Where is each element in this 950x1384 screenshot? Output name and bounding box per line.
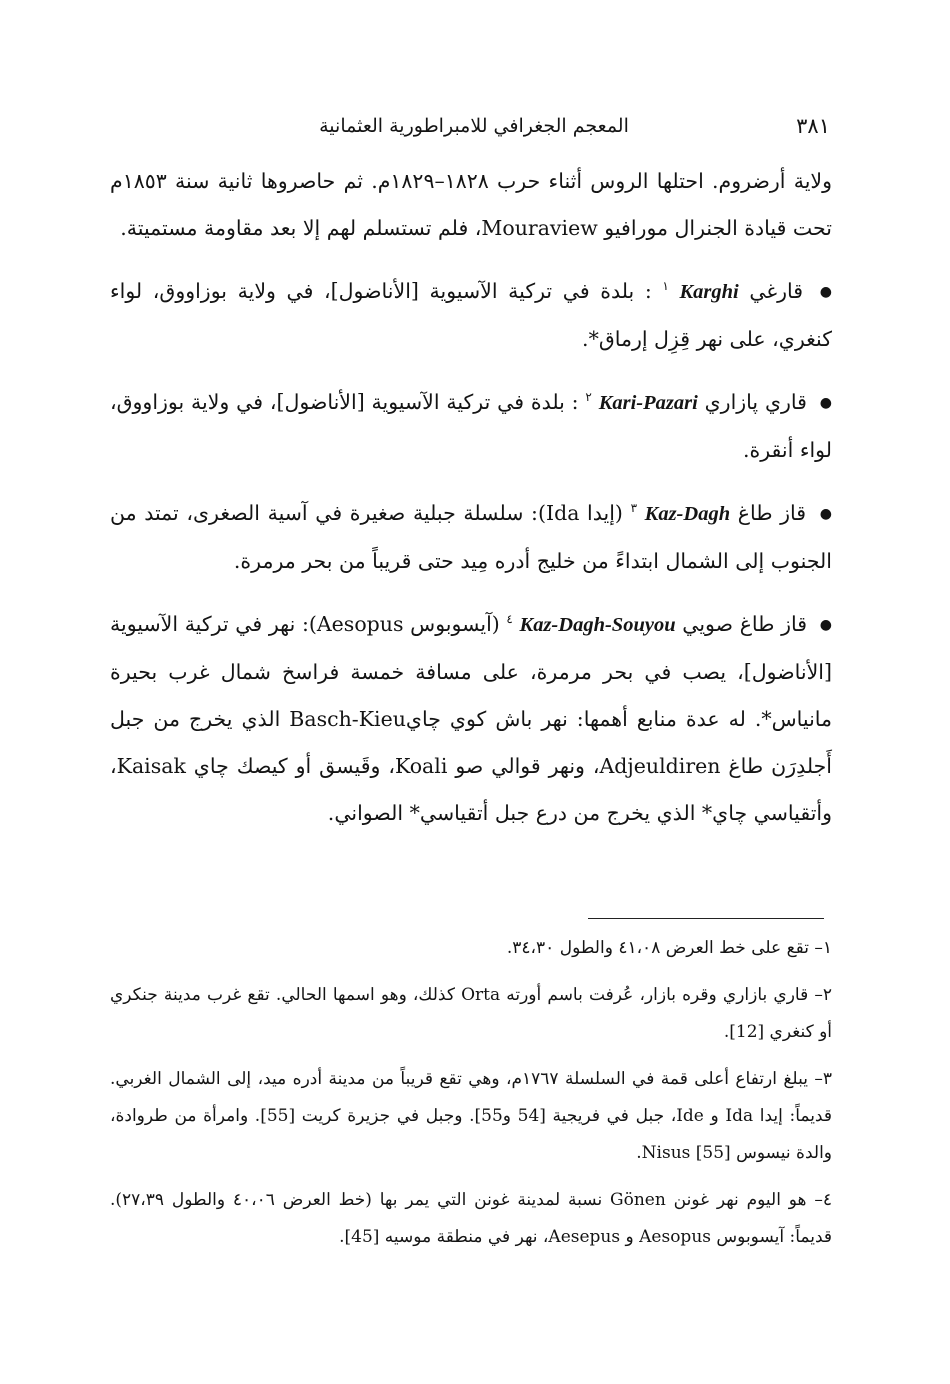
- page-number: ٣٨١: [796, 114, 830, 138]
- entry-latin-name: Karghi: [679, 281, 739, 303]
- entry-paragraph: [110, 379, 832, 474]
- entry-paragraph: [110, 268, 832, 363]
- entry-paragraph: [110, 490, 832, 585]
- footnote: ٢– قاري بازاري وقره بازار، عُرفت باسم أورته Orta كذلك، وهو اسمها الحالي. تقع غرب مدينة جنكري أو كنغري [12].: [110, 985, 832, 1042]
- page-header: [118, 108, 830, 148]
- entry-name: قاز طاغ: [737, 501, 807, 525]
- footnotes: [110, 930, 832, 1266]
- bullet-icon: ●: [819, 617, 832, 633]
- entry-text: : بلدة في تركية الآسيوية [الأناضول]، في ولاية بوزاووق، لواء كنغري، على نهر قِزِل إرماق*.: [110, 279, 832, 351]
- footnote-ref: ٣: [630, 501, 638, 516]
- bullet-icon: ●: [819, 395, 832, 411]
- entry-name: قاز طاغ صويي: [682, 612, 808, 636]
- main-text: [110, 158, 832, 853]
- running-title: المعجم الجغرافي للامبراطورية العثمانية: [319, 115, 629, 137]
- entry-text: : بلدة في تركية الآسيوية [الأناضول]، في ولاية بوزاووق، لواء أنقرة.: [110, 390, 832, 462]
- footnote-divider: [588, 918, 824, 919]
- bullet-icon: ●: [819, 284, 832, 300]
- footnote: ٤– هو اليوم نهر غونن Gönen نسبة لمدينة غونن التي يمر بها (خط العرض ٤٠،٠٦ والطول ٢٧،٣٩). قديماً: آيسوبوس Aesopus و Aesepus، نهر في منطقة موسيه [45].: [110, 1190, 832, 1247]
- footnote-ref: ٤: [506, 612, 513, 627]
- footnote: ٣– يبلغ ارتفاع أعلى قمة في السلسلة ١٧٦٧م، وهي تقع قريباً من مدينة أدره ميد، إلى الشمال الغربي. قديماً: إيدا Ida و Ide، جبل في فريجية [54 و55]. وجبل في جزيرة كريت [55]. وامرأة من طروادة، والدة نيسوس Nisus [55].: [110, 1069, 832, 1163]
- entry-latin-name: Kaz-Dagh: [644, 503, 731, 525]
- entry-name: قارغي: [749, 279, 804, 303]
- entry-name: قاري پازاري: [704, 390, 807, 414]
- intro-paragraph: ولاية أرضروم. احتلها الروس أثناء حرب ١٨٢٨–١٨٢٩م. ثم حاصروها ثانية سنة ١٨٥٣م تحت قيادة الجنرال مورافيو Mouraview، فلم تستسلم لهم إلا بعد مقاومة مستميتة.: [110, 169, 832, 240]
- entry-latin-name: Kari-Pazari: [598, 392, 698, 414]
- entry-text: (آيسوبوس Aesopus): نهر في تركية الآسيوية [الأناضول]، يصب في بحر مرمرة، على مسافة خمسة فراسخ شمال غرب بحيرة مانياس*. له عدة منابع أهمها: نهر باش كوي چايBasch-Kieu الذي يخرج من جبل أَجلدِرَن طاغ Adjeuldiren، ونهر قوالي صو Koali، وقَيسق أو كيصك چاي Kaisak، وأتقياسي چاي* الذي يخرج من درع جبل أتقياسي* الصواني.: [110, 612, 833, 825]
- entry-text: (إيدا Ida): سلسلة جبلية صغيرة في آسية الصغرى، تمتد من الجنوب إلى الشمال ابتداءً من خليج أدره مِيد حتى قريباً من بحر مرمرة.: [110, 501, 832, 573]
- footnote: ١– تقع على خط العرض ٤١،٠٨ والطول ٣٤،٣٠.: [506, 938, 832, 958]
- entry-latin-name: Kaz-Dagh-Souyou: [519, 614, 676, 636]
- entry-paragraph: [110, 601, 832, 837]
- bullet-icon: ●: [819, 506, 832, 522]
- footnote-ref: ٢: [585, 390, 592, 405]
- footnote-ref: ١: [662, 279, 669, 294]
